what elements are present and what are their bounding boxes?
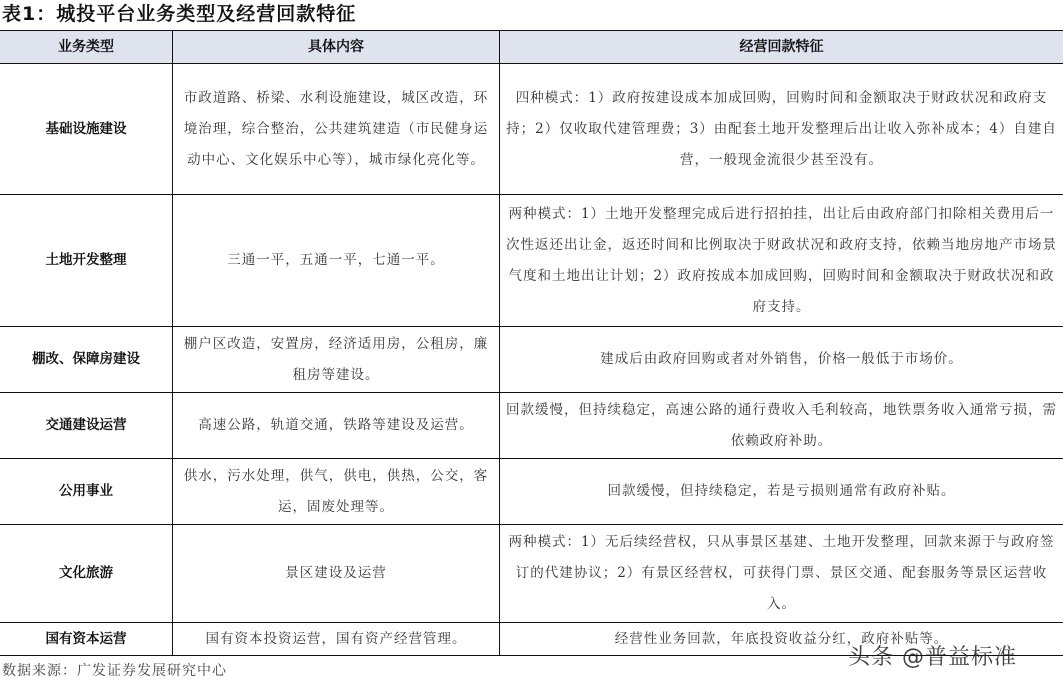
table-row — [0, 327, 1063, 393]
table-row — [0, 525, 1063, 623]
feature-cell: 经营性业务回款，年底投资收益分红，政府补贴等。 — [500, 623, 1063, 656]
content-cell: 景区建设及运营 — [173, 525, 500, 623]
watermark: 头条 @普益标准 — [848, 645, 1017, 670]
business-type-table — [0, 30, 1063, 656]
header-content: 具体内容 — [173, 31, 500, 64]
table-header-row — [0, 31, 1063, 64]
content-cell: 市政道路、桥梁、水利设施建设，城区改造，环境治理，综合整治，公共建筑建造（市民健身运动中心、文化娱乐中心等），城市绿化亮化等。 — [173, 64, 500, 195]
feature-cell: 四种模式：1）政府按建设成本加成回购，回购时间和金额取决于财政状况和政府支持；2）仅收取代建管理费；3）由配套土地开发整理后出让收入弥补成本；4）自建自营，一般现金流很少甚至没有。 — [500, 64, 1063, 195]
business-type-cell: 土地开发整理 — [0, 195, 173, 327]
content-cell: 三通一平，五通一平，七通一平。 — [173, 195, 500, 327]
feature-cell: 建成后由政府回购或者对外销售，价格一般低于市场价。 — [500, 327, 1063, 393]
header-payment-feature: 经营回款特征 — [500, 31, 1063, 64]
table-row — [0, 64, 1063, 195]
table-row — [0, 393, 1063, 459]
feature-cell: 两种模式：1）土地开发整理完成后进行招拍挂，出让后由政府部门扣除相关费用后一次性返还出让金，返还时间和比例取决于财政状况和政府支持，依赖当地房地产市场景气度和土地出让计划；2）政府按成本加成回购，回购时间和金额取决于财政状况和政府支持。 — [500, 195, 1063, 327]
content-cell: 供水，污水处理，供气，供电，供热，公交，客运，固废处理等。 — [173, 459, 500, 525]
business-type-cell: 国有资本运营 — [0, 623, 173, 656]
business-type-cell: 交通建设运营 — [0, 393, 173, 459]
feature-cell: 回款缓慢，但持续稳定，若是亏损则通常有政府补贴。 — [500, 459, 1063, 525]
table-row — [0, 459, 1063, 525]
header-business-type: 业务类型 — [0, 31, 173, 64]
business-type-cell: 棚改、保障房建设 — [0, 327, 173, 393]
table-row — [0, 195, 1063, 327]
business-type-cell: 文化旅游 — [0, 525, 173, 623]
content-cell: 高速公路，轨道交通，铁路等建设及运营。 — [173, 393, 500, 459]
table-title: 表1：城投平台业务类型及经营回款特征 — [2, 3, 357, 25]
data-source-note: 数据来源：广发证券发展研究中心 — [2, 663, 227, 679]
business-type-cell: 公用事业 — [0, 459, 173, 525]
content-cell: 国有资本投资运营，国有资产经营管理。 — [173, 623, 500, 656]
business-type-cell: 基础设施建设 — [0, 64, 173, 195]
content-cell: 棚户区改造，安置房，经济适用房，公租房，廉租房等建设。 — [173, 327, 500, 393]
feature-cell: 两种模式：1）无后续经营权，只从事景区基建、土地开发整理，回款来源于与政府签订的代建协议；2）有景区经营权，可获得门票、景区交通、配套服务等景区运营收入。 — [500, 525, 1063, 623]
feature-cell: 回款缓慢，但持续稳定，高速公路的通行费收入毛利较高，地铁票务收入通常亏损，需依赖政府补助。 — [500, 393, 1063, 459]
